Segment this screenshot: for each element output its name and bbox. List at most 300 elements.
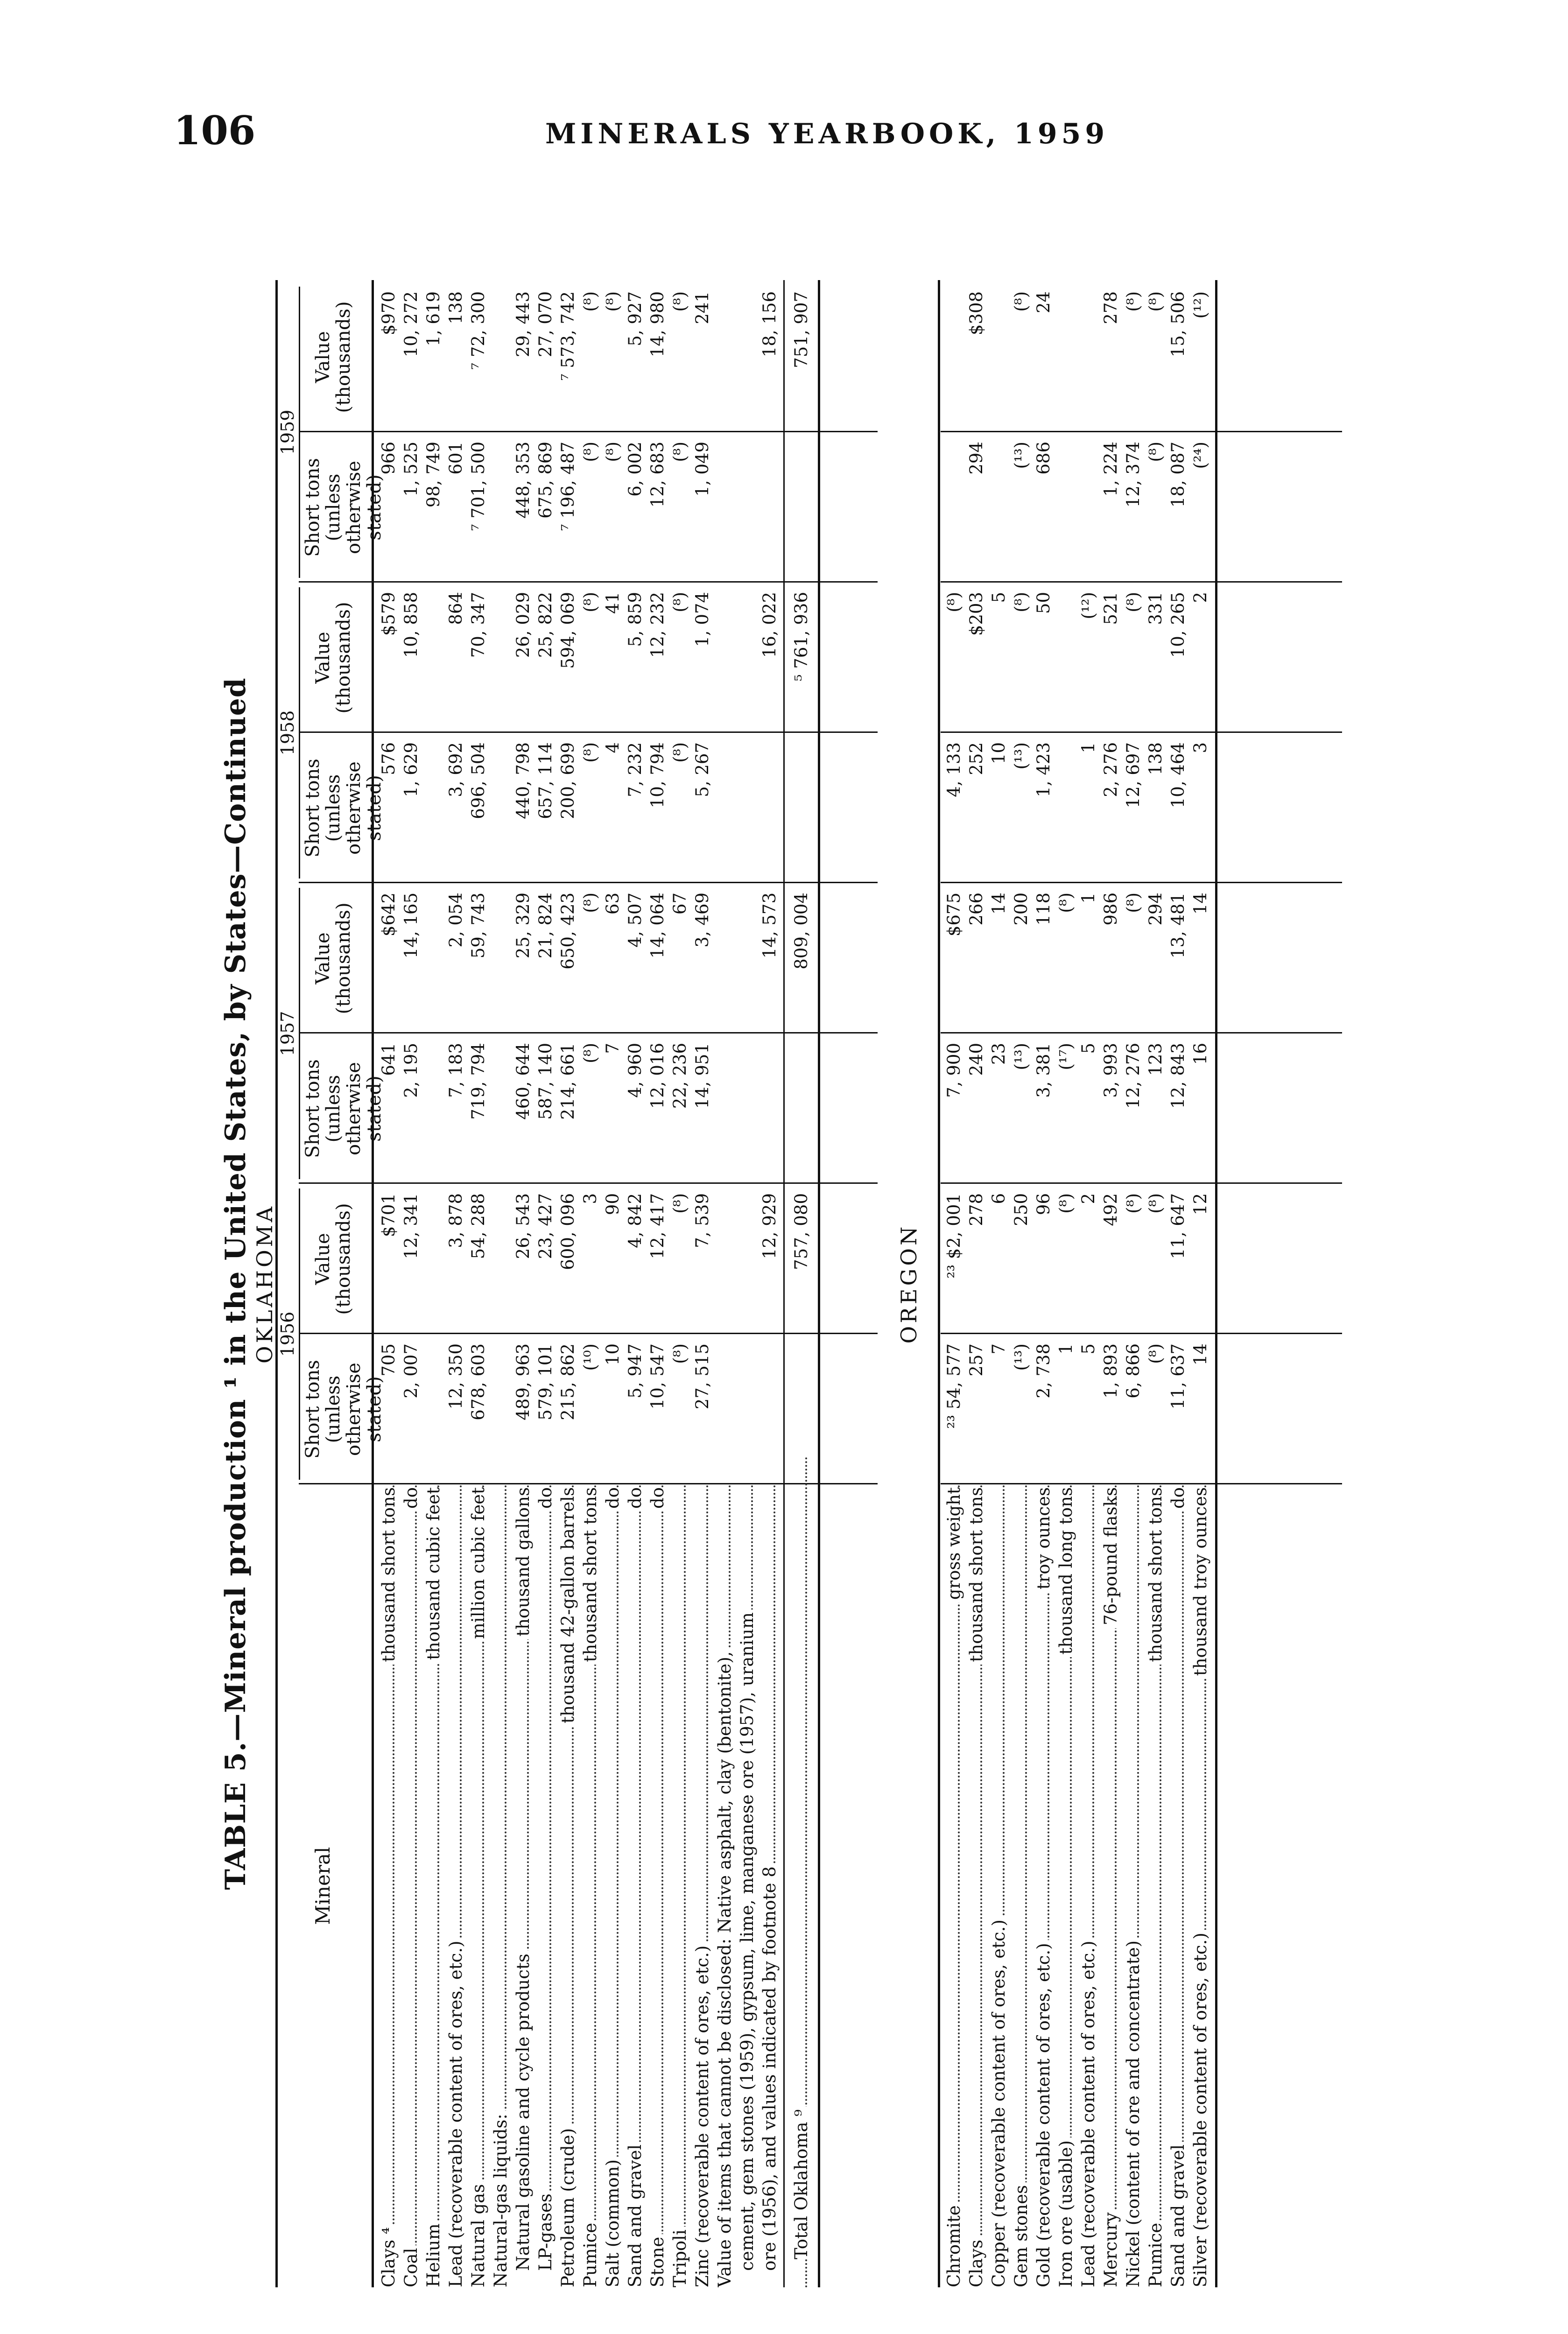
- table-row: [513, 280, 534, 2287]
- quantity-cell: (¹³): [1011, 742, 1031, 770]
- mineral-name: Stone: [647, 2234, 668, 2287]
- quantity-cell: (⁸): [1146, 1343, 1166, 1364]
- quantity-cell: 14, 951: [692, 1043, 712, 1109]
- value-cell: 10, 265: [1168, 592, 1188, 658]
- quantity-cell: 11, 637: [1168, 1343, 1188, 1410]
- value-cell: (⁸): [670, 291, 690, 312]
- table-row: [1100, 280, 1122, 2287]
- mineral-name: Iron ore (usable): [1056, 2137, 1076, 2287]
- table-row: [1190, 280, 1211, 2287]
- value-cell: (⁸): [670, 592, 690, 612]
- total-value-cell: 757, 080: [791, 1193, 811, 1270]
- value-cell: (⁸): [580, 291, 600, 312]
- quantity-cell: (¹³): [1011, 442, 1031, 469]
- value-cell: 12, 232: [647, 592, 668, 658]
- mineral-name: ore (1956), and values indicated by footnote 8: [759, 1863, 780, 2287]
- mineral-unit: 76-pound flasks: [1100, 1487, 1122, 1628]
- value-cell: 12, 417: [647, 1193, 668, 1259]
- total-label: [791, 1456, 812, 2287]
- value-cell: (⁸): [1056, 893, 1076, 913]
- value-cell: 4, 507: [625, 893, 645, 948]
- year-rule: [299, 287, 300, 578]
- quantity-cell: 705: [379, 1343, 399, 1377]
- mineral-label: [669, 1484, 691, 2287]
- value-cell: (⁸): [580, 893, 600, 913]
- mineral-unit: thousand short tons: [378, 1487, 400, 1665]
- mineral-name: Clays ⁴: [379, 2224, 399, 2287]
- quantity-cell: 1, 423: [1034, 742, 1054, 797]
- table-row: [1123, 280, 1144, 2287]
- value-cell: 241: [692, 291, 712, 324]
- value-cell: 5: [989, 592, 1009, 603]
- value-cell: 986: [1101, 893, 1121, 926]
- mineral-label: [557, 1484, 579, 2287]
- value-cell: $642: [379, 893, 399, 937]
- quantity-cell: ²³ 54, 577: [944, 1343, 964, 1429]
- mineral-label: [737, 1484, 758, 2287]
- quantity-cell: 587, 140: [535, 1043, 555, 1120]
- value-cell: (⁸): [1146, 1193, 1166, 1214]
- quantity-cell: 2, 738: [1034, 1343, 1054, 1399]
- table-row: [423, 280, 444, 2287]
- mineral-name: Lead (recoverable content of ores, etc.): [446, 1938, 466, 2287]
- quantity-cell: (¹⁰): [580, 1343, 600, 1371]
- mineral-name: Natural-gas liquids:: [491, 2111, 511, 2287]
- quantity-cell: 440, 798: [513, 742, 533, 819]
- mineral-unit: thousand short tons: [1145, 1487, 1167, 1665]
- value-cell: (¹²): [1078, 592, 1098, 619]
- mineral-name: Gold (recoverable content of ores, etc.): [1034, 1940, 1054, 2287]
- mineral-unit: thousand gallons: [513, 1487, 534, 1639]
- mineral-name: Pumice: [1146, 2220, 1166, 2287]
- value-cell: 96: [1034, 1193, 1054, 1216]
- value-header: Value (thousands): [312, 301, 354, 413]
- table-row: [1033, 280, 1055, 2287]
- quantity-cell: (⁸): [580, 1043, 600, 1063]
- value-cell: 50: [1034, 592, 1054, 614]
- quantity-cell: 16: [1190, 1043, 1210, 1065]
- mineral-unit: gross weight: [943, 1487, 965, 1603]
- mineral-name: Helium: [423, 2221, 443, 2287]
- table-row: [602, 280, 624, 2287]
- value-cell: 6: [989, 1193, 1009, 1204]
- mineral-name: cement, gem stones (1959), gypsum, lime, manganese ore (1957), uranium: [737, 1610, 757, 2287]
- quantity-cell: 7: [603, 1043, 623, 1054]
- quantity-cell: 719, 794: [468, 1043, 488, 1120]
- table-row: [692, 280, 713, 2287]
- mineral-label: [423, 1484, 444, 2287]
- table-row: [490, 280, 512, 2287]
- value-cell: 14, 064: [647, 893, 668, 959]
- table-row: [1167, 280, 1189, 2287]
- mineral-label: [602, 1484, 624, 2287]
- value-cell: (⁸): [580, 592, 600, 612]
- total-row: [791, 280, 812, 2287]
- table-row: [468, 280, 489, 2287]
- value-cell: $970: [379, 291, 399, 336]
- quantity-cell: 27, 515: [692, 1343, 712, 1410]
- value-cell: $579: [379, 592, 399, 636]
- running-title: MINERALS YEARBOOK, 1959: [545, 118, 1109, 150]
- mineral-name: Pumice: [580, 2220, 600, 2287]
- value-cell: 59, 743: [468, 893, 488, 959]
- mineral-unit: thousand troy ounces: [1190, 1487, 1211, 1679]
- value-cell: 54, 288: [468, 1193, 488, 1259]
- value-cell: 90: [603, 1193, 623, 1216]
- value-cell: 1, 619: [423, 291, 443, 346]
- mineral-label: [966, 1484, 987, 2287]
- quantity-header: Short tons (unless otherwise stated): [302, 1059, 385, 1158]
- quantity-cell: 686: [1034, 442, 1054, 475]
- quantity-cell: 7, 183: [446, 1043, 466, 1098]
- quantity-cell: 10, 464: [1168, 742, 1188, 808]
- quantity-cell: 2, 007: [401, 1343, 421, 1399]
- quantity-cell: 4: [603, 742, 623, 753]
- quantity-cell: 12, 276: [1123, 1043, 1143, 1109]
- value-cell: $675: [944, 893, 964, 937]
- table-row: [714, 280, 736, 2287]
- quantity-cell: 12, 350: [446, 1343, 466, 1410]
- value-cell: (⁸): [1056, 1193, 1076, 1214]
- year-rule: [299, 587, 300, 879]
- mineral-label: [445, 1484, 467, 2287]
- value-cell: ²³ $2, 001: [944, 1193, 964, 1279]
- mineral-header: Mineral: [311, 1847, 334, 1925]
- mineral-unit: do: [535, 1487, 556, 1511]
- value-cell: 15, 506: [1168, 291, 1188, 358]
- mineral-label: [490, 1484, 512, 2287]
- quantity-cell: 214, 661: [558, 1043, 578, 1120]
- value-cell: $701: [379, 1193, 399, 1237]
- rotated-table: [219, 280, 1424, 2287]
- mineral-label: [535, 1484, 556, 2287]
- value-cell: (⁸): [1011, 291, 1031, 312]
- table-row: [647, 280, 668, 2287]
- quantity-cell: (⁸): [603, 442, 623, 462]
- mineral-name: Salt (common): [603, 2157, 623, 2287]
- year-header: 1957: [277, 1011, 298, 1056]
- mineral-label: [988, 1484, 1010, 2287]
- total-value-cell: 809, 004: [791, 893, 811, 970]
- mineral-unit: million cubic feet: [468, 1487, 489, 1642]
- value-cell: 16, 022: [759, 592, 780, 658]
- year-header: 1956: [277, 1311, 298, 1357]
- value-cell: 25, 329: [513, 893, 533, 959]
- quantity-cell: (⁸): [580, 742, 600, 763]
- quantity-cell: 22, 236: [670, 1043, 690, 1109]
- quantity-cell: 257: [966, 1343, 986, 1377]
- mineral-unit: troy ounces: [1033, 1487, 1055, 1592]
- mineral-label: [759, 1484, 780, 2287]
- table-row: [669, 280, 691, 2287]
- quantity-cell: 696, 504: [468, 742, 488, 819]
- year-header: 1959: [277, 409, 298, 455]
- value-cell: 278: [966, 1193, 986, 1226]
- quantity-cell: 1, 224: [1101, 442, 1121, 497]
- mineral-label: [468, 1484, 489, 2287]
- quantity-cell: 1: [1056, 1343, 1076, 1355]
- quantity-cell: ⁷ 196, 487: [558, 442, 578, 531]
- quantity-cell: 7: [989, 1343, 1009, 1355]
- mineral-name: LP-gases: [535, 2191, 555, 2287]
- value-cell: (⁸): [603, 291, 623, 312]
- quantity-cell: 3, 993: [1101, 1043, 1121, 1098]
- quantity-cell: 240: [966, 1043, 986, 1076]
- value-cell: 11, 647: [1168, 1193, 1188, 1259]
- value-cell: 266: [966, 893, 986, 926]
- value-header: Value (thousands): [312, 902, 354, 1014]
- table-title: TABLE 5.—Mineral production ¹ in the United States, by States—Continued: [219, 677, 252, 1890]
- table-row: [1145, 280, 1167, 2287]
- state-heading-oklahoma: OKLAHOMA: [252, 1204, 277, 1364]
- value-cell: 12, 929: [759, 1193, 780, 1259]
- quantity-cell: 12, 016: [647, 1043, 668, 1109]
- value-cell: (⁸): [1123, 291, 1143, 312]
- quantity-cell: 678, 603: [468, 1343, 488, 1420]
- value-cell: 26, 543: [513, 1193, 533, 1259]
- oregon-top-rule: [938, 280, 940, 2287]
- quantity-cell: (¹⁷): [1056, 1043, 1076, 1070]
- value-cell: 41: [603, 592, 623, 614]
- mineral-label: [1100, 1484, 1122, 2287]
- mineral-label: [580, 1484, 601, 2287]
- table-row: [943, 280, 965, 2287]
- quantity-cell: 5, 947: [625, 1343, 645, 1399]
- value-cell: 25, 822: [535, 592, 555, 658]
- mineral-name: Value of items that cannot be disclosed: Native asphalt, clay (bentonite),: [715, 1648, 735, 2287]
- quantity-cell: 3, 381: [1034, 1043, 1054, 1098]
- quantity-cell: 448, 353: [513, 442, 533, 519]
- quantity-cell: 5, 267: [692, 742, 712, 797]
- value-cell: 5, 859: [625, 592, 645, 647]
- mineral-label: [513, 1484, 534, 2287]
- quantity-header: Short tons (unless otherwise stated): [302, 1360, 385, 1459]
- mineral-unit: thousand short tons: [580, 1487, 601, 1665]
- value-cell: 2: [1190, 592, 1210, 603]
- year-rule: [299, 888, 300, 1179]
- value-cell: 63: [603, 893, 623, 915]
- value-cell: 10, 858: [401, 592, 421, 658]
- value-cell: 138: [446, 291, 466, 324]
- value-header: Value (thousands): [312, 1203, 354, 1315]
- value-cell: 294: [1146, 893, 1166, 926]
- quantity-cell: 1, 525: [401, 442, 421, 497]
- quantity-cell: 2, 276: [1101, 742, 1121, 797]
- quantity-cell: 460, 644: [513, 1043, 533, 1120]
- quantity-cell: 1: [1078, 742, 1098, 753]
- mineral-name: Silver (recoverable content of ores, etc.): [1190, 1930, 1210, 2287]
- value-cell: 1: [1078, 893, 1098, 904]
- table-row: [1011, 280, 1032, 2287]
- quantity-cell: 7, 900: [944, 1043, 964, 1098]
- mineral-name: Zinc (recoverable content of ores, etc.): [692, 1943, 712, 2287]
- value-cell: 10, 272: [401, 291, 421, 358]
- value-cell: 521: [1101, 592, 1121, 625]
- quantity-cell: 579, 101: [535, 1343, 555, 1420]
- quantity-cell: (⁸): [580, 442, 600, 462]
- mineral-unit: do: [401, 1487, 422, 1511]
- oregon-bottom-rule: [1215, 280, 1217, 2287]
- mineral-label: [692, 1484, 713, 2287]
- mineral-label: [1145, 1484, 1167, 2287]
- value-cell: (⁸): [1146, 291, 1166, 312]
- quantity-cell: 10, 794: [647, 742, 668, 808]
- table-row: [1078, 280, 1099, 2287]
- mineral-label: [1123, 1484, 1144, 2287]
- quantity-cell: 3: [1190, 742, 1210, 753]
- value-cell: 14: [1190, 893, 1210, 915]
- value-cell: 12: [1190, 1193, 1210, 1216]
- quantity-cell: 675, 869: [535, 442, 555, 519]
- table-row: [401, 280, 422, 2287]
- table-row: [737, 280, 758, 2287]
- quantity-header: Short tons (unless otherwise stated): [302, 458, 385, 557]
- value-cell: 70, 347: [468, 592, 488, 658]
- mineral-unit: thousand 42-gallon barrels: [557, 1487, 579, 1726]
- quantity-cell: (⁸): [670, 442, 690, 462]
- value-cell: (⁸): [1123, 893, 1143, 913]
- value-cell: 24: [1034, 291, 1054, 314]
- quantity-cell: 123: [1146, 1043, 1166, 1076]
- mineral-label: [1078, 1484, 1099, 2287]
- mineral-name: Natural gasoline and cycle products: [513, 1951, 533, 2287]
- value-cell: 492: [1101, 1193, 1121, 1226]
- oklahoma-bottom-rule: [818, 280, 820, 2287]
- quantity-cell: (¹³): [1011, 1043, 1031, 1070]
- quantity-cell: 489, 963: [513, 1343, 533, 1420]
- quantity-cell: 18, 087: [1168, 442, 1188, 508]
- mineral-name: Sand and gravel: [1168, 2142, 1188, 2287]
- value-cell: 1, 074: [692, 592, 712, 647]
- value-cell: $308: [966, 291, 986, 336]
- quantity-cell: 10: [603, 1343, 623, 1366]
- mineral-name: Copper (recoverable content of ores, etc.): [989, 1917, 1009, 2287]
- value-cell: 864: [446, 592, 466, 625]
- value-cell: ⁷ 573, 742: [558, 291, 578, 381]
- total-rule: [783, 280, 785, 2287]
- mineral-unit: thousand cubic feet: [423, 1487, 444, 1663]
- mineral-label: [1055, 1484, 1077, 2287]
- quantity-cell: ⁷ 701, 500: [468, 442, 488, 531]
- value-cell: 600, 096: [558, 1193, 578, 1270]
- quantity-cell: 6, 002: [625, 442, 645, 497]
- mineral-unit: thousand short tons: [966, 1487, 987, 1665]
- table-row: [988, 280, 1010, 2287]
- quantity-cell: 6, 866: [1123, 1343, 1143, 1399]
- quantity-cell: 1, 629: [401, 742, 421, 797]
- value-cell: 12, 341: [401, 1193, 421, 1259]
- mineral-name: Mercury: [1101, 2209, 1121, 2287]
- value-cell: 250: [1011, 1193, 1031, 1226]
- value-cell: (¹²): [1190, 291, 1210, 319]
- value-cell: 7, 539: [692, 1193, 712, 1248]
- value-cell: 2: [1078, 1193, 1098, 1204]
- quantity-cell: 3, 692: [446, 742, 466, 797]
- quantity-header: Short tons (unless otherwise stated): [302, 759, 385, 858]
- state-heading-oregon: OREGON: [896, 1223, 921, 1344]
- quantity-cell: 294: [966, 442, 986, 475]
- quantity-cell: 5: [1078, 1043, 1098, 1054]
- mineral-label: [1011, 1484, 1032, 2287]
- mineral-name: Sand and gravel: [625, 2142, 645, 2287]
- mineral-unit: do: [1167, 1487, 1189, 1511]
- value-cell: 14: [989, 893, 1009, 915]
- quantity-cell: (¹³): [1011, 1343, 1031, 1371]
- value-cell: 331: [1146, 592, 1166, 625]
- table-row: [557, 280, 579, 2287]
- quantity-cell: (²⁴): [1190, 442, 1210, 469]
- value-cell: 650, 423: [558, 893, 578, 970]
- quantity-cell: 5: [1078, 1343, 1098, 1355]
- value-cell: 4, 842: [625, 1193, 645, 1248]
- total-value-cell: 751, 907: [791, 291, 811, 368]
- quantity-cell: 12, 683: [647, 442, 668, 508]
- value-cell: 13, 481: [1168, 893, 1188, 959]
- quantity-cell: 12, 843: [1168, 1043, 1188, 1109]
- value-cell: ⁷ 72, 300: [468, 291, 488, 370]
- quantity-cell: 23: [989, 1043, 1009, 1065]
- value-cell: 3, 878: [446, 1193, 466, 1248]
- mineral-unit: do: [602, 1487, 624, 1511]
- table-row: [535, 280, 556, 2287]
- quantity-cell: 215, 862: [558, 1343, 578, 1420]
- value-cell: 2, 054: [446, 893, 466, 948]
- mineral-label: [625, 1484, 646, 2287]
- table-row: [378, 280, 400, 2287]
- quantity-cell: 7, 232: [625, 742, 645, 797]
- value-cell: 21, 824: [535, 893, 555, 959]
- value-cell: 278: [1101, 291, 1121, 324]
- quantity-cell: 10, 547: [647, 1343, 668, 1410]
- quantity-cell: 252: [966, 742, 986, 775]
- mineral-label: [378, 1484, 400, 2287]
- mineral-name: Coal: [401, 2245, 421, 2287]
- table-row: [1055, 280, 1077, 2287]
- value-cell: $203: [966, 592, 986, 636]
- mineral-name: Petroleum (crude): [558, 2125, 578, 2287]
- mineral-name: Tripoli: [670, 2227, 690, 2287]
- mineral-label: [714, 1484, 736, 2287]
- quantity-cell: 1, 893: [1101, 1343, 1121, 1399]
- value-cell: (⁸): [944, 592, 964, 612]
- quantity-cell: 601: [446, 442, 466, 475]
- mineral-unit: thousand long tons: [1055, 1487, 1077, 1657]
- mineral-label: [1167, 1484, 1189, 2287]
- value-cell: 29, 443: [513, 291, 533, 358]
- quantity-cell: 4, 133: [944, 742, 964, 797]
- quantity-cell: 10: [989, 742, 1009, 765]
- quantity-cell: 641: [379, 1043, 399, 1076]
- value-cell: 26, 029: [513, 592, 533, 658]
- year-rule: [299, 1188, 300, 1480]
- mineral-name: Lead (recoverable content of ores, etc.): [1078, 1938, 1098, 2287]
- value-cell: 14, 573: [759, 893, 780, 959]
- quantity-cell: 12, 374: [1123, 442, 1143, 508]
- mineral-name: Gem stones: [1011, 2182, 1031, 2287]
- mineral-label: [943, 1484, 965, 2287]
- quantity-cell: 98, 749: [423, 442, 443, 508]
- mineral-label: [401, 1484, 422, 2287]
- value-cell: 3, 469: [692, 893, 712, 948]
- value-cell: 200: [1011, 893, 1031, 926]
- table-row: [759, 280, 780, 2287]
- total-name: Total Oklahoma ⁹: [791, 2107, 811, 2259]
- quantity-cell: 1, 049: [692, 442, 712, 497]
- quantity-cell: (⁸): [1146, 442, 1166, 462]
- value-cell: 23, 427: [535, 1193, 555, 1259]
- mineral-name: Chromite: [944, 2202, 964, 2287]
- value-cell: 27, 070: [535, 291, 555, 358]
